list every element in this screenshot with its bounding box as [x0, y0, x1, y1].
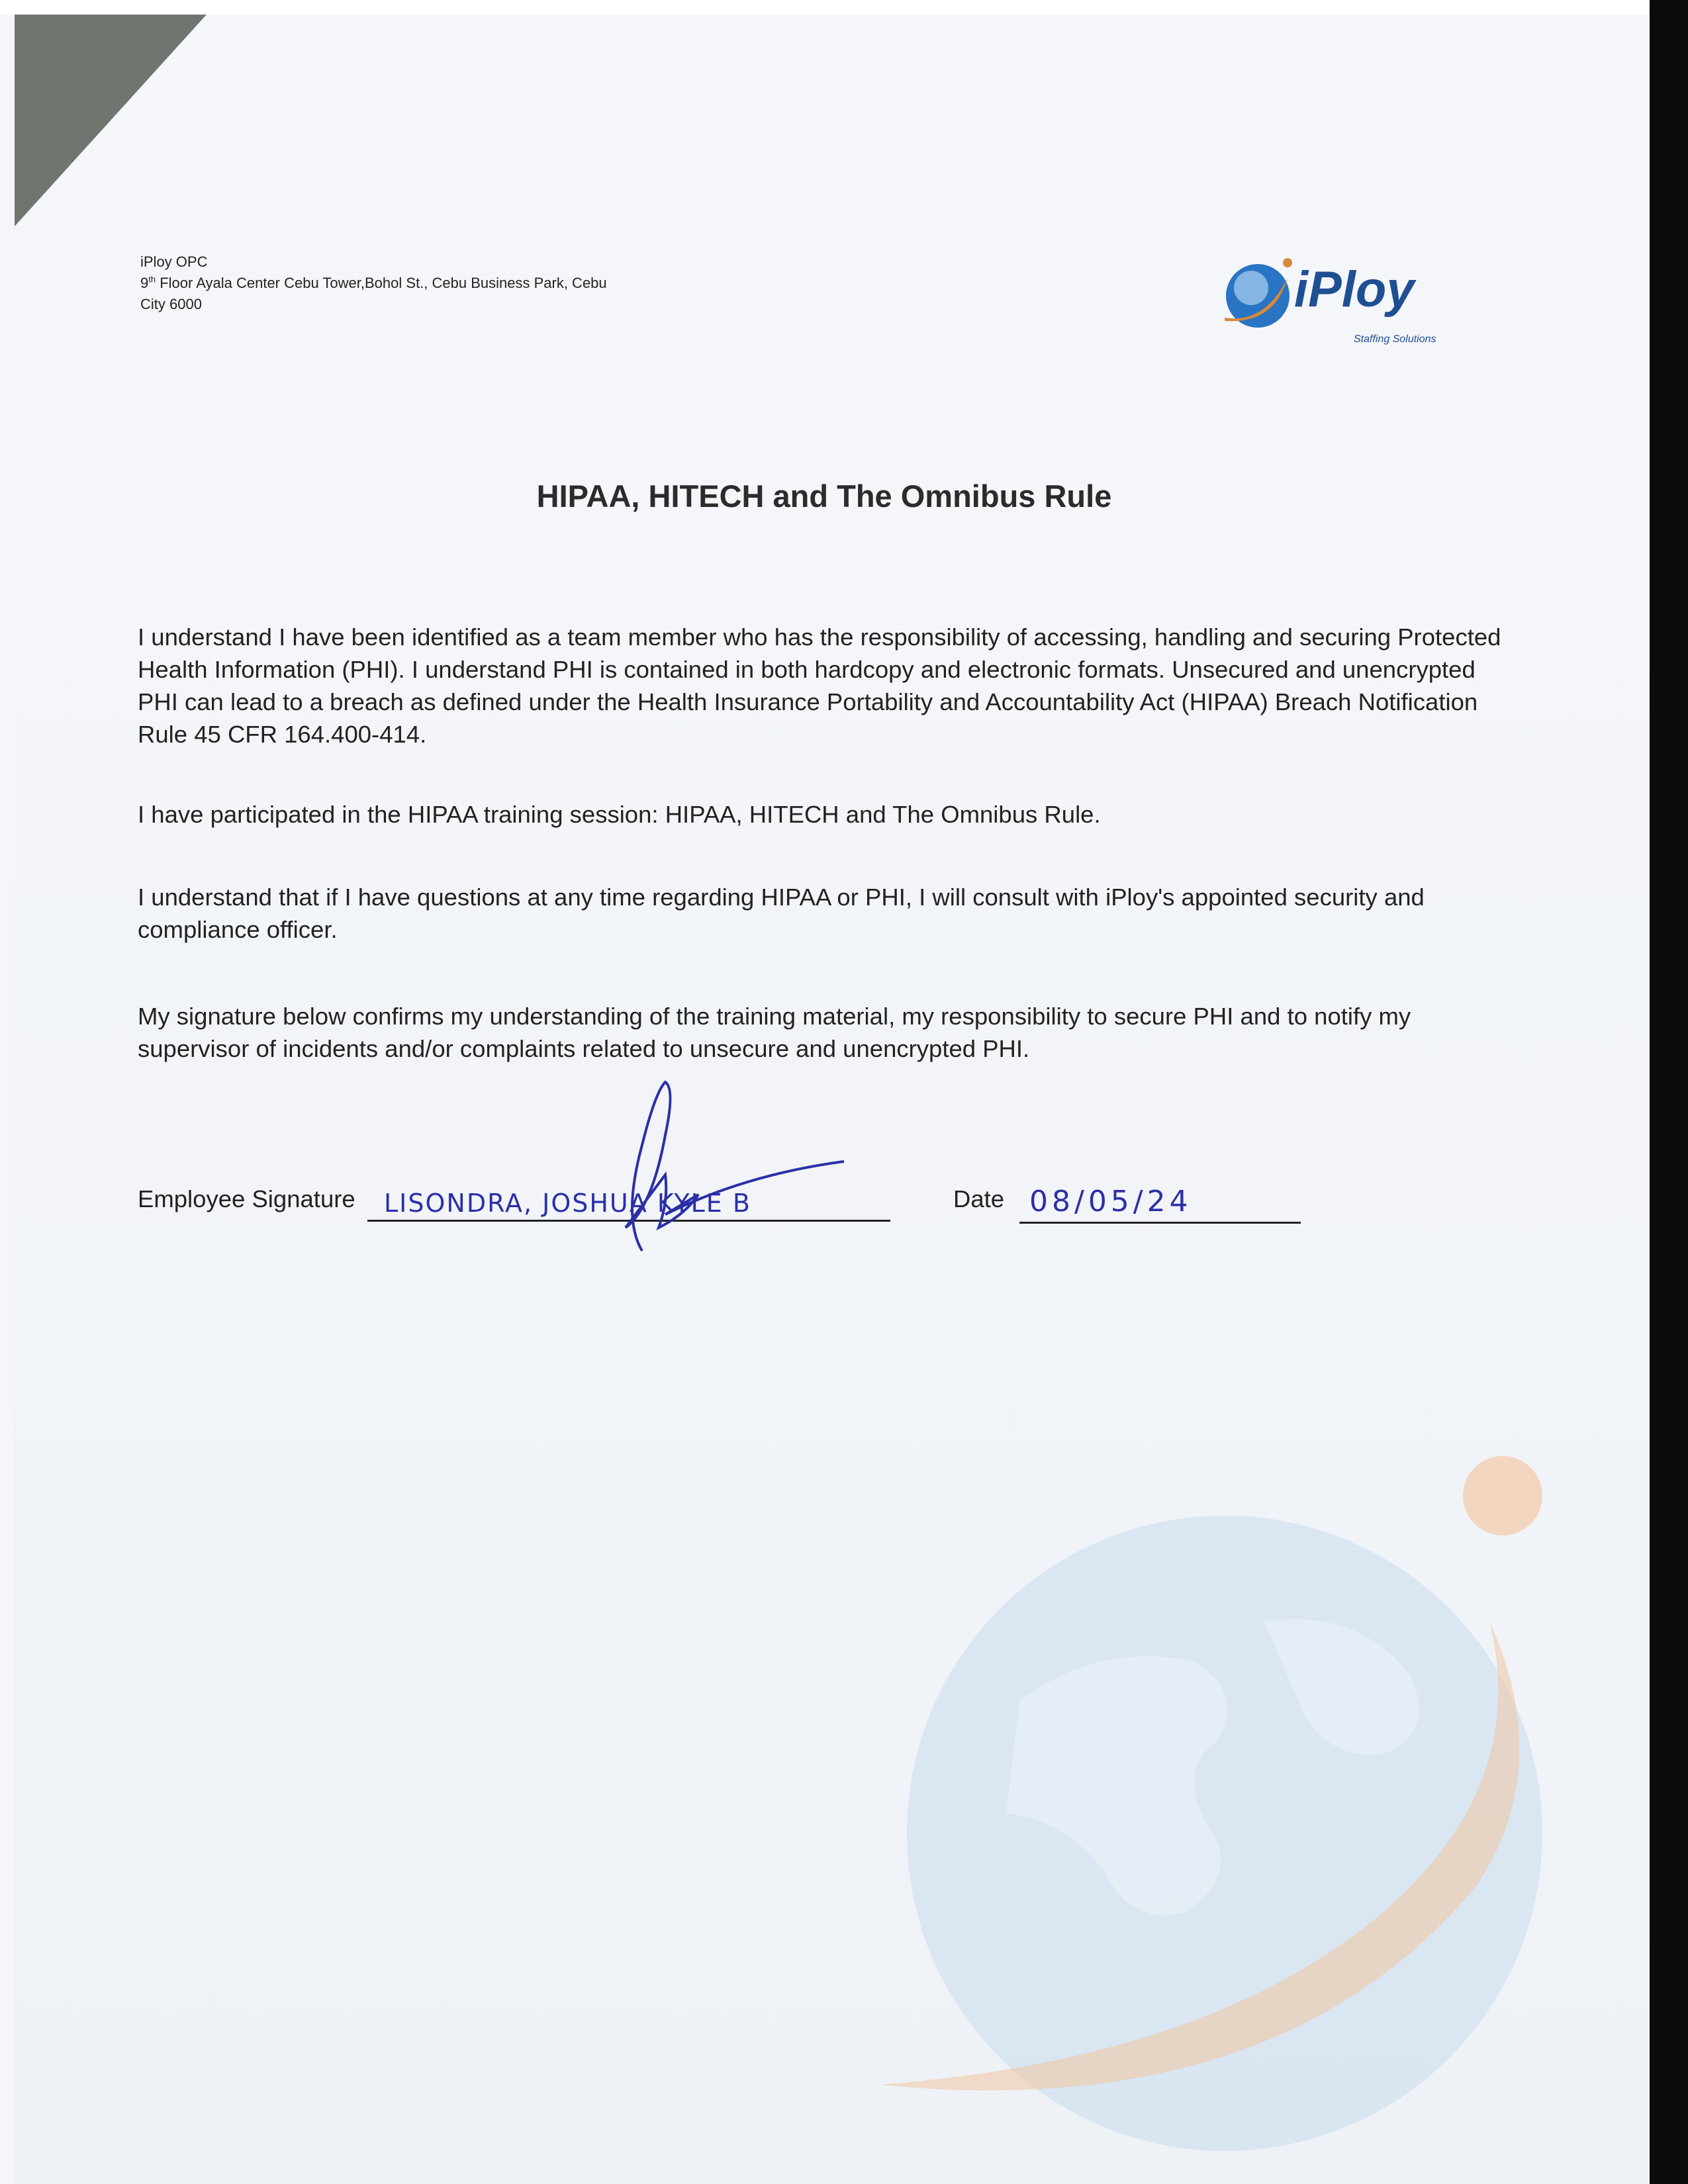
floor-suffix: th [148, 274, 156, 285]
scan-edge [1650, 0, 1688, 2184]
scan-border [0, 0, 1688, 15]
signature-scribble [569, 1079, 847, 1271]
iploy-logo [1221, 255, 1473, 347]
address-line-2: City 6000 [140, 296, 202, 312]
paragraph-confirmation: My signature below confirms my understanding of the training material, my responsibility to secure PHI and to notify my supervisor of incidents and/or complaints related to unsecure and unencrypted PHI. [138, 1003, 1411, 1062]
paragraph-training-session: I have participated in the HIPAA training session: HIPAA, HITECH and The Omnibus Rule. [138, 801, 1101, 828]
date-line [1019, 1222, 1301, 1224]
paragraph-phi-responsibility: I understand I have been identified as a team member who has the responsibility of accessing, handling and securing Protected Health Information (PHI). I understand PHI is contained in both hardcopy and electronic formats. Unsecured and unencrypted PHI can lead to a breach as defined under the Health Insurance Portability and Accountability Act (HIPAA) Breach Notification Rule 45 CFR 164.400-414. [138, 623, 1501, 748]
floor-number: 9 [140, 275, 149, 291]
handwritten-date: 08/05/24 [1029, 1185, 1192, 1218]
signature-label: Employee Signature [138, 1185, 355, 1212]
address-street: Floor Ayala Center Cebu Tower,Bohol St., Cebu Business Park, Cebu [156, 275, 607, 291]
date-label: Date [953, 1185, 1005, 1212]
logo-wordmark: iPloy [1294, 261, 1415, 318]
company-name: iPloy OPC [140, 253, 208, 270]
handwritten-name: LISONDRA, JOSHUA KYLE B [384, 1189, 751, 1218]
folded-corner [15, 15, 207, 226]
address-line-1 [140, 273, 607, 294]
paragraph-questions: I understand that if I have questions at any time regarding HIPAA or PHI, I will consult with iPloy's appointed security and compliance officer. [138, 884, 1425, 943]
document-title: HIPAA, HITECH and The Omnibus Rule [536, 478, 1112, 514]
logo-tagline: Staffing Solutions [1354, 334, 1436, 345]
globe-watermark [854, 1423, 1602, 2171]
company-address [140, 251, 607, 315]
